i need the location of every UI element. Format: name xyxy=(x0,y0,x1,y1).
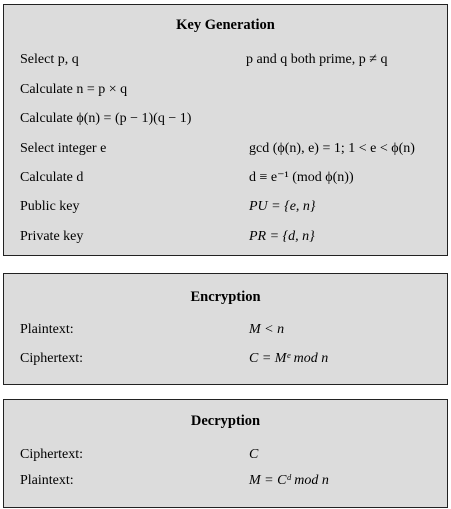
keygen-label: Public key xyxy=(20,199,80,214)
encryption-row-plaintext xyxy=(4,320,447,340)
encryption-value: M < n xyxy=(249,322,285,337)
encryption-label: Ciphertext: xyxy=(20,351,83,366)
keygen-value: gcd (ϕ(n), e) = 1; 1 < e < ϕ(n) xyxy=(249,141,415,156)
keygen-row-calc-d xyxy=(4,168,447,188)
keygen-label: Select integer e xyxy=(20,141,107,156)
key-generation-title: Key Generation xyxy=(176,17,275,33)
decryption-title: Decryption xyxy=(190,413,261,429)
encryption-label: Plaintext: xyxy=(20,322,74,337)
keygen-value: d ≡ e⁻¹ (mod ϕ(n)) xyxy=(249,170,354,185)
keygen-label: Calculate d xyxy=(20,170,84,185)
decryption-row-plaintext xyxy=(4,471,447,491)
keygen-row-select-pq xyxy=(4,50,447,70)
keygen-value: p and q both prime, p ≠ q xyxy=(246,52,388,67)
keygen-value: PR = {d, n} xyxy=(249,229,315,244)
encryption-row-ciphertext xyxy=(4,349,447,369)
keygen-row-calc-n xyxy=(4,80,447,100)
decryption-row-ciphertext xyxy=(4,445,447,465)
keygen-label: Private key xyxy=(20,229,84,244)
keygen-row-public-key xyxy=(4,197,447,217)
encryption-title: Encryption xyxy=(190,289,261,305)
keygen-row-select-e xyxy=(4,139,447,159)
keygen-label: Calculate ϕ(n) = (p − 1)(q − 1) xyxy=(20,111,192,126)
keygen-label: Select p, q xyxy=(20,52,79,67)
keygen-value: PU = {e, n} xyxy=(249,199,316,214)
decryption-value: M = Cᵈ mod n xyxy=(249,473,329,488)
keygen-label: Calculate n = p × q xyxy=(20,82,128,97)
decryption-label: Ciphertext: xyxy=(20,447,83,462)
keygen-row-calc-phi xyxy=(4,109,447,129)
encryption-value: C = Mᵉ mod n xyxy=(249,351,329,366)
decryption-box xyxy=(3,399,448,508)
encryption-box xyxy=(3,273,448,385)
decryption-label: Plaintext: xyxy=(20,473,74,488)
keygen-row-private-key xyxy=(4,227,447,247)
decryption-value: C xyxy=(249,447,259,462)
key-generation-box xyxy=(3,4,448,256)
